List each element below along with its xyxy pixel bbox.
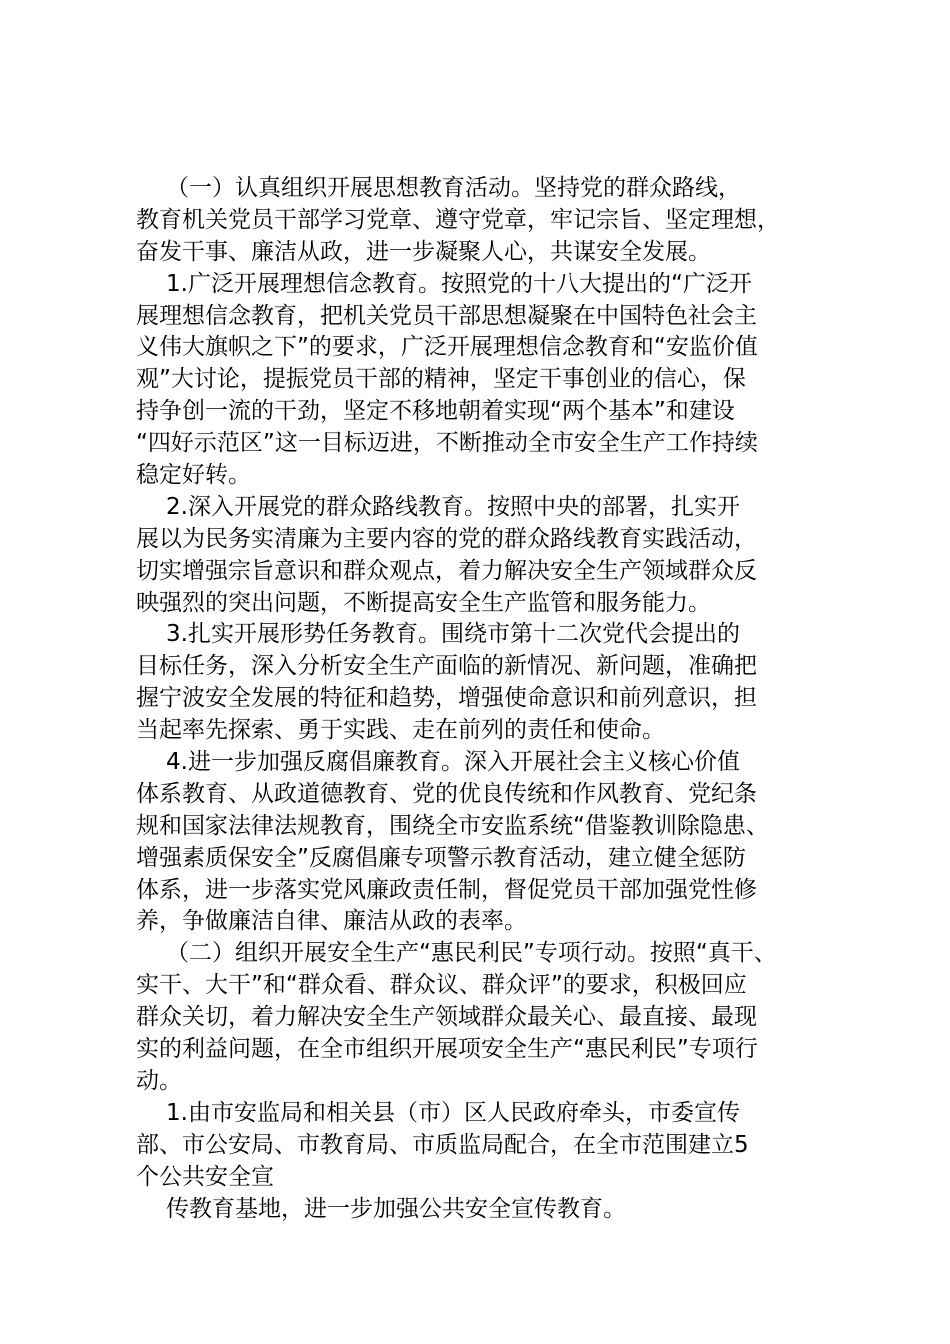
text-line: 映强烈的突出问题，不断提高安全生产监管和服务能力。 — [136, 589, 711, 616]
text-line: 实干、大干”和“群众看、群众议、群众评”的要求，积极回应 — [136, 972, 747, 999]
text-line: 握宁波安全发展的特征和趋势，增强使命意识和前列意识，担 — [136, 685, 757, 712]
text-line: 体系教育、从政道德教育、党的优良传统和作风教育、党纪条 — [136, 780, 757, 807]
paragraph-item-1: 1.广泛开展理想信念教育。按照党的十八大提出的“广泛开 — [166, 270, 752, 297]
paragraph-item-2: 2.深入开展党的群众路线教育。按照中央的部署，扎实开 — [166, 493, 740, 520]
text-line: 观”大讨论，提振党员干部的精神，坚定干事创业的信心，保 — [136, 366, 746, 393]
text-line: 奋发干事、廉洁从政，进一步凝聚人心，共谋安全发展。 — [136, 238, 711, 265]
text-line: 持争创一流的干劲，坚定不移地朝着实现“两个基本”和建设 — [136, 398, 735, 425]
paragraph-item-4: 4.进一步加强反腐倡廉教育。深入开展社会主义核心价值 — [166, 749, 740, 776]
text-line: 展以为民务实清廉为主要内容的党的群众路线教育实践活动， — [136, 525, 757, 552]
text-line: 养，争做廉洁自律、廉洁从政的表率。 — [136, 908, 527, 935]
text-line: 群众关切，着力解决安全生产领域群众最关心、最直接、最现 — [136, 1004, 757, 1031]
text-line: 切实增强宗旨意识和群众观点，着力解决安全生产领域群众反 — [136, 557, 757, 584]
text-line: 当起率先探索、勇于实践、走在前列的责任和使命。 — [136, 717, 665, 744]
text-line: 增强素质保安全”反腐倡廉专项警示教育活动，建立健全惩防 — [136, 844, 746, 871]
text-line: 稳定好转。 — [136, 462, 251, 489]
document-body — [136, 173, 836, 1225]
text-line: 教育机关党员干部学习党章、遵守党章，牢记宗旨、坚定理想， — [136, 206, 780, 233]
text-line: “四好示范区”这一目标迈进，不断推动全市安全生产工作持续 — [136, 430, 758, 457]
text-line: 部、市公安局、市教育局、市质监局配合，在全市范围建立5 — [136, 1131, 749, 1158]
paragraph-heading-1: （一）认真组织开展思想教育活动。坚持党的群众路线， — [166, 175, 741, 201]
paragraph-item-3: 3.扎实开展形势任务教育。围绕市第十二次党代会提出的 — [166, 621, 740, 648]
paragraph-heading-2: （二）组织开展安全生产“惠民利民”专项行动。按照“真干、 — [166, 940, 777, 967]
text-line: 目标任务，深入分析安全生产面临的新情况、新问题，准确把 — [136, 653, 757, 680]
text-line: 体系，进一步落实党风廉政责任制，督促党员干部加强党性修 — [136, 876, 757, 903]
text-line: 个公共安全宣 — [136, 1163, 274, 1190]
text-line: 动。 — [136, 1067, 182, 1094]
text-line-continued: 传教育基地，进一步加强公共安全宣传教育。 — [166, 1195, 626, 1222]
text-line: 实的利益问题，在全市组织开展项安全生产“惠民利民”专项行 — [136, 1036, 758, 1063]
paragraph-item-5: 1.由市安监局和相关县（市）区人民政府牵头，市委宣传 — [166, 1099, 740, 1126]
text-line: 展理想信念教育，把机关党员干部思想凝聚在中国特色社会主 — [136, 302, 757, 329]
text-line: 义伟大旗帜之下”的要求，广泛开展理想信念教育和“安监价值 — [136, 334, 758, 361]
text-line: 规和国家法律法规教育，围绕全市安监系统“借鉴教训除隐患、 — [136, 812, 769, 839]
